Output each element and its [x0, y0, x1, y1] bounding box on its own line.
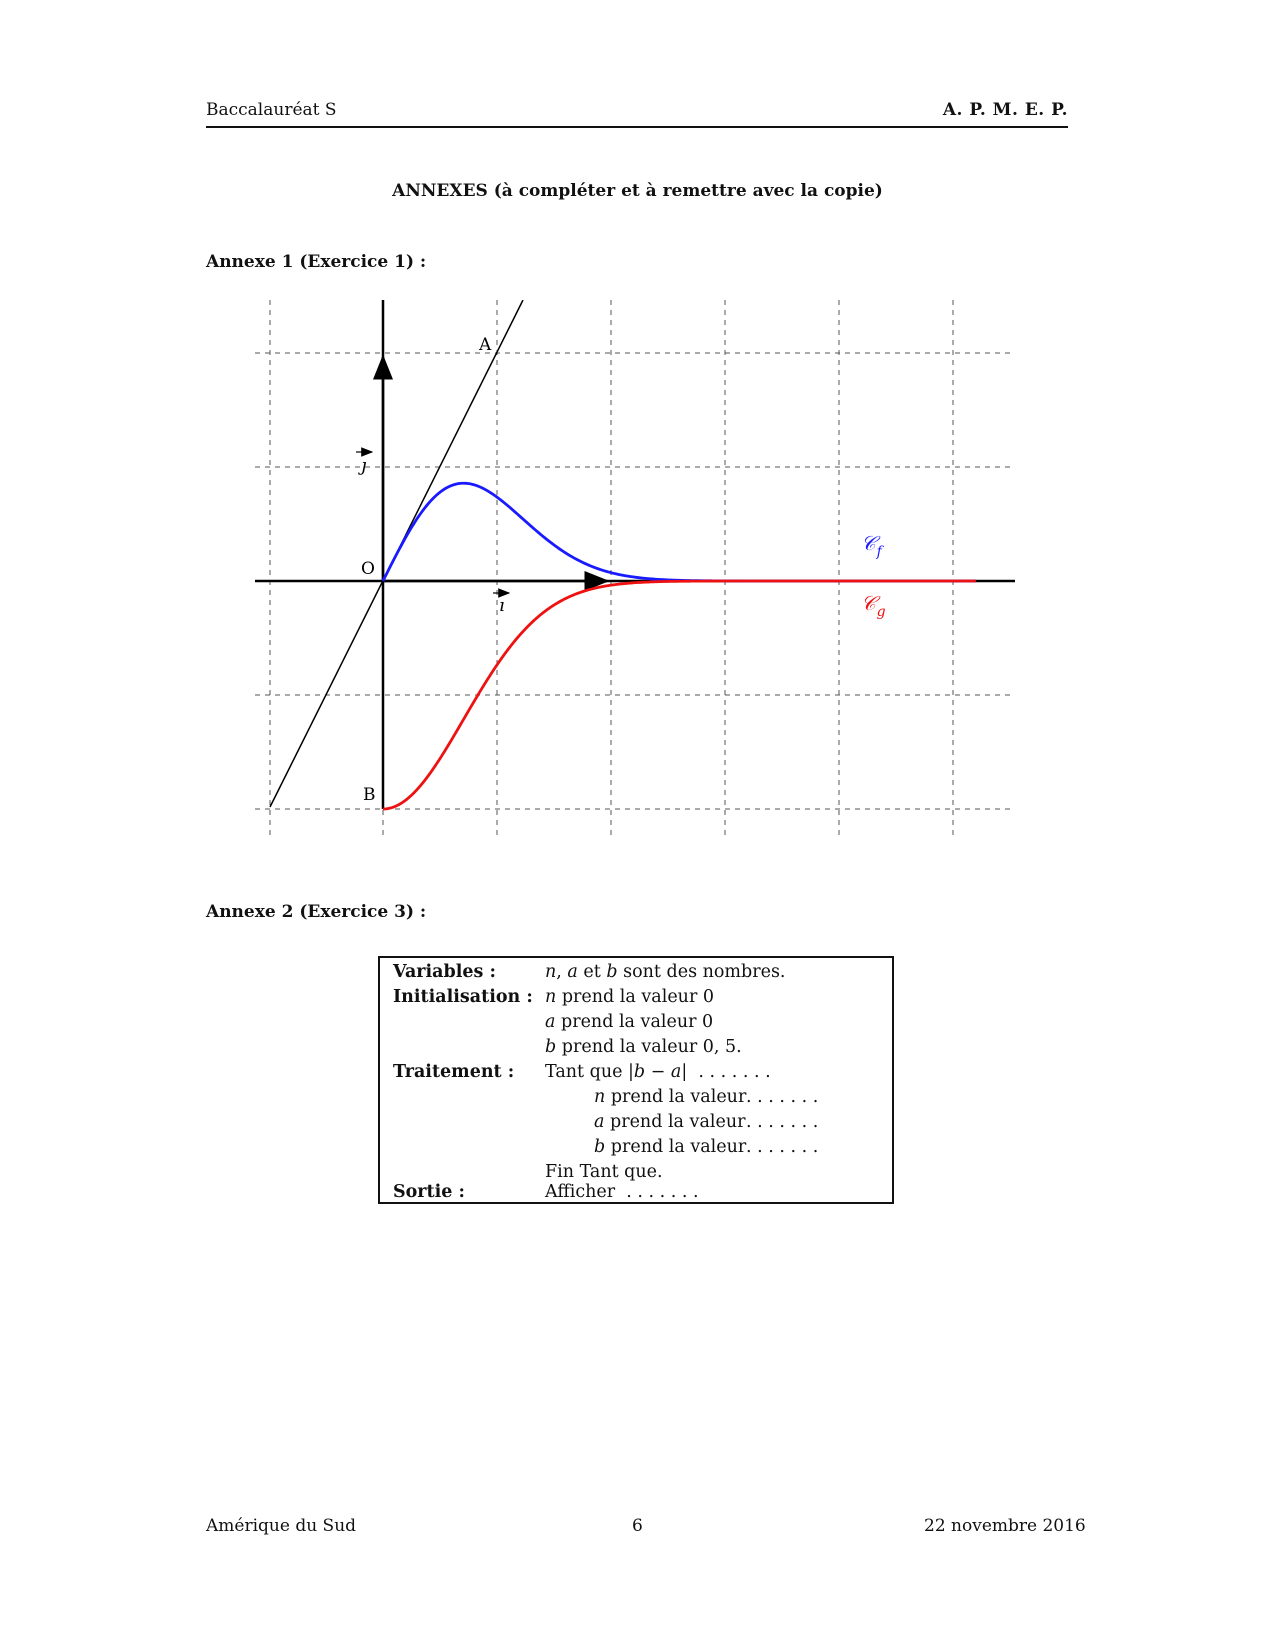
algo-row-sortie [380, 1182, 892, 1207]
loop-line: n prend la valeur [594, 1087, 747, 1107]
fin-tant-que: Fin Tant que. [545, 1162, 663, 1182]
footer-location: Amérique du Sud [206, 1516, 357, 1536]
algo-row-init-1 [380, 987, 892, 1012]
variables-text: n, a et b sont des nombres. [545, 962, 786, 982]
loop-line: a prend la valeur [594, 1112, 746, 1132]
algo-row-variables [380, 962, 892, 987]
init-line: b prend la valeur 0, 5. [545, 1037, 742, 1057]
init-line: n prend la valeur 0 [545, 987, 715, 1007]
variables-label: Variables : [393, 962, 496, 982]
curve-cg-label: 𝒞$_g$ [861, 591, 886, 620]
footer-date: 22 novembre 2016 [924, 1516, 1086, 1536]
function-graph [255, 300, 1015, 840]
algo-row-loop-3 [380, 1137, 892, 1162]
algo-row-init-3 [380, 1037, 892, 1062]
header-exam-name: Baccalauréat S [206, 100, 337, 120]
annex2-heading: Annexe 2 (Exercice 3) : [206, 902, 427, 922]
algo-row-init-2 [380, 1012, 892, 1037]
page-title: ANNEXES (à compléter et à remettre avec la copie) [392, 181, 883, 201]
init-label: Initialisation : [393, 987, 533, 1007]
blank-dots: . . . . . . . [698, 1062, 771, 1082]
blank-dots: . . . . . . . [746, 1087, 819, 1107]
traitement-label: Traitement : [393, 1062, 515, 1082]
point-label-B: B [363, 785, 376, 805]
footer-page-number: 6 [632, 1516, 643, 1536]
vector-j-label: ȷ [361, 455, 367, 476]
algo-row-loop-1 [380, 1087, 892, 1112]
page-header [206, 100, 1068, 128]
point-label-A: A [479, 335, 492, 355]
blank-dots: . . . . . . . [746, 1112, 819, 1132]
algo-row-tant-que [380, 1062, 892, 1087]
sortie-line: Afficher . . . . . . . [545, 1182, 699, 1202]
annex1-heading: Annexe 1 (Exercice 1) : [206, 252, 427, 272]
blank-dots: . . . . . . . [746, 1137, 819, 1157]
algo-row-loop-2 [380, 1112, 892, 1137]
curve-cf-label: 𝒞$_f$ [861, 531, 882, 560]
loop-line: b prend la valeur [594, 1137, 747, 1157]
tant-que-line: Tant que |b − a| . . . . . . . [545, 1062, 771, 1082]
point-label-O: O [361, 559, 375, 579]
blank-dots: . . . . . . . [626, 1182, 699, 1202]
init-line: a prend la valeur 0 [545, 1012, 714, 1032]
sortie-label: Sortie : [393, 1182, 465, 1202]
algorithm-box [378, 956, 894, 1204]
header-publisher: A. P. M. E. P. [942, 100, 1068, 120]
vector-i-label: ı [499, 595, 505, 616]
curve-cf [383, 483, 976, 581]
